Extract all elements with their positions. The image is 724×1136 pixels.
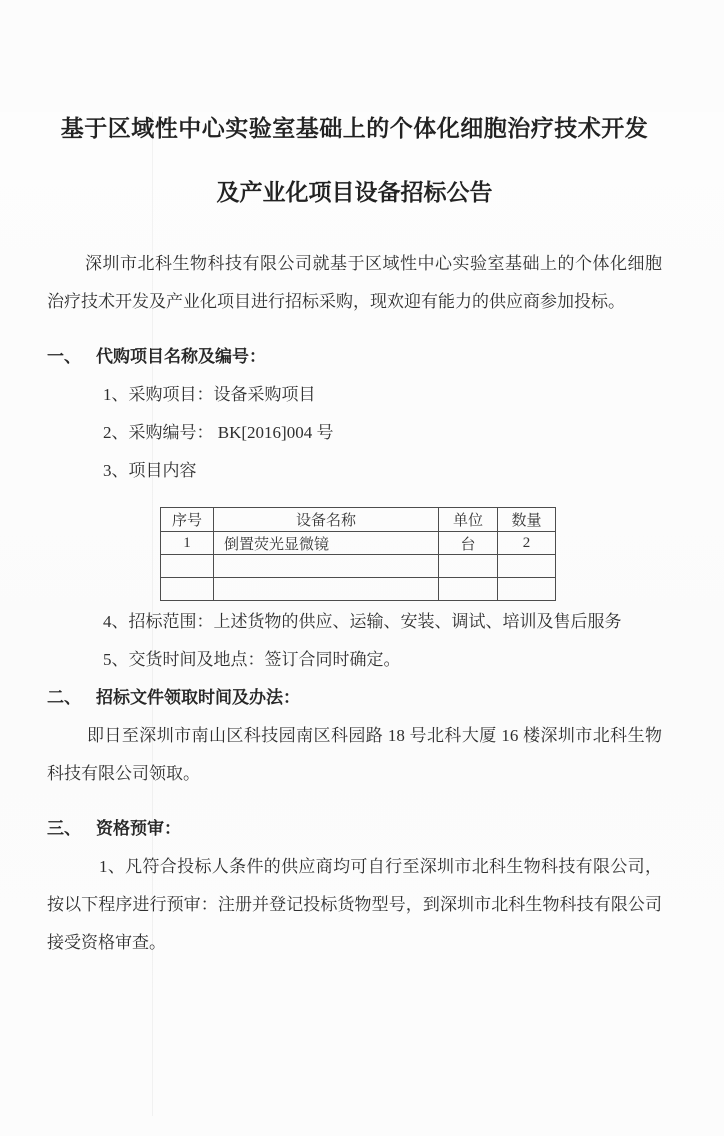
document-page <box>0 112 724 1136</box>
equipment-table-header-row <box>161 508 556 532</box>
equipment-table-body <box>161 532 556 601</box>
section1-item3: 3、项目内容 <box>103 461 197 480</box>
document-title-line1: 基于区域性中心实验室基础上的个体化细胞治疗技术开发 <box>60 116 649 141</box>
cell-name <box>214 578 439 601</box>
table-row <box>161 532 556 555</box>
cell-qty: 2 <box>498 532 556 555</box>
table-row <box>161 578 556 601</box>
cell-unit: 台 <box>439 532 498 555</box>
section3-heading <box>47 810 662 848</box>
section1-heading-text: 代购项目名称及编号： <box>96 347 266 366</box>
table-header-qty: 数量 <box>498 508 556 532</box>
cell-no <box>161 555 214 578</box>
section2-heading-text: 招标文件领取时间及办法： <box>96 688 300 707</box>
equipment-table-head <box>161 508 556 532</box>
table-header-no: 序号 <box>161 508 214 532</box>
section3-body: 1、凡符合投标人条件的供应商均可自行至深圳市北科生物科技有限公司，按以下程序进行预审：注册并登记投标货物型号，到深圳市北科生物科技有限公司接受资格审查。 <box>47 857 662 952</box>
section3-heading-text: 资格预审： <box>96 819 181 838</box>
intro-paragraph: 深圳市北科生物科技有限公司就基于区域性中心实验室基础上的个体化细胞治疗技术开发及产业化项目进行招标采购，现欢迎有能力的供应商参加投标。 <box>47 254 662 311</box>
document-content <box>0 112 724 962</box>
table-header-name: 设备名称 <box>214 508 439 532</box>
cell-qty <box>498 555 556 578</box>
cell-unit <box>439 578 498 601</box>
table-header-unit: 单位 <box>439 508 498 532</box>
table-row <box>161 555 556 578</box>
document-title-line2: 及产业化项目设备招标公告 <box>216 180 493 205</box>
cell-name <box>214 555 439 578</box>
cell-no <box>161 578 214 601</box>
section2-heading <box>47 679 662 717</box>
section1-item4: 4、招标范围：上述货物的供应、运输、安装、调试、培训及售后服务 <box>103 612 622 631</box>
equipment-table <box>160 507 556 601</box>
cell-no: 1 <box>161 532 214 555</box>
cell-qty <box>498 578 556 601</box>
section1-item2: 2、采购编号： BK[2016]004 号 <box>103 423 334 442</box>
section3-number: 三、 <box>47 819 81 838</box>
section2-body: 即日至深圳市南山区科技园南区科园路 18 号北科大厦 16 楼深圳市北科生物科技有限公司领取。 <box>47 726 662 783</box>
section2-number: 二、 <box>47 688 81 707</box>
section1-heading <box>47 338 662 376</box>
section1-number: 一、 <box>47 347 81 366</box>
section1-item5: 5、交货时间及地点：签订合同时确定。 <box>103 650 401 669</box>
cell-unit <box>439 555 498 578</box>
section1-item1: 1、采购项目：设备采购项目 <box>103 385 316 404</box>
cell-name: 倒置荧光显微镜 <box>214 532 439 555</box>
